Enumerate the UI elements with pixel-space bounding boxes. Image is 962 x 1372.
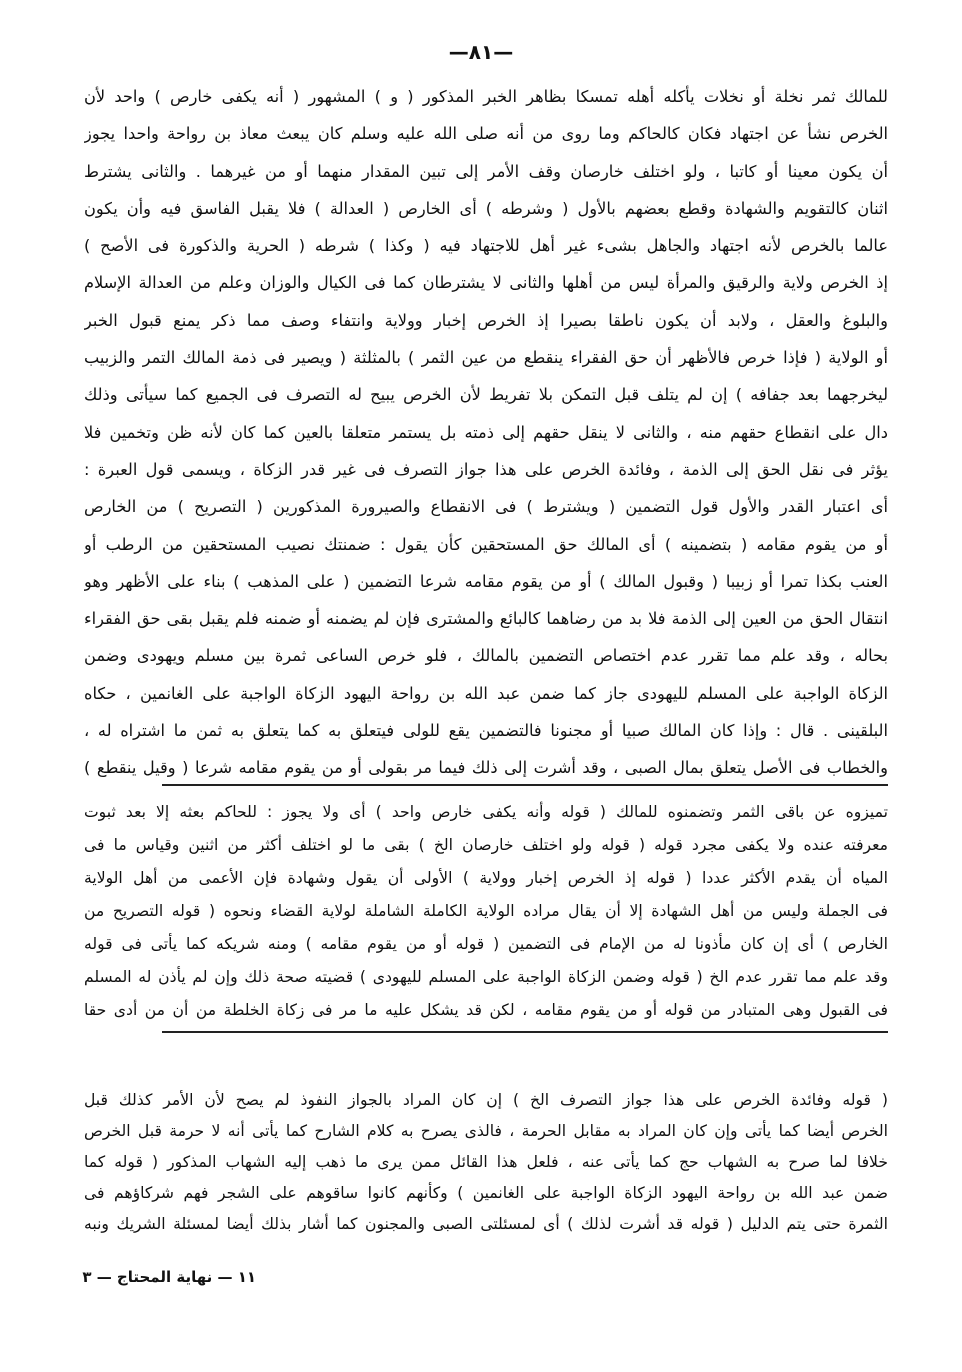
text-line: أو الولاية ( فإذا خرص فالأظهر أن حق الفقراء ينقطع من عين الثمر ) بالمثلثة ( ويصير فى ذمة المالك التمر والزبيب (84, 348, 888, 368)
text-line: دال على انقطاع حقهم منه ، والثانى لا ينقل حقهم إلى ذمته بل يستمر متعلقا بالعين كما كان لأنه ظن وتخمين فلا (84, 422, 888, 442)
divider-rule (162, 784, 888, 786)
text-line: عالما بالخرص لأنه اجتهاد والجاهل بشىء غير أهل للاجتهاد فيه ( وكذا ) شرطه ( الحرية والذكورة فى الأصح ) (84, 236, 888, 256)
text-line: البلقينى . قال : وإذا كان المالك صبيا أو مجنونا فالتضمين يقع للولى فيتعلق به كما يتعلق به ثمن ما اشتراه له ، (84, 721, 888, 741)
text-line: العنب بكذا تمرا أو زبيبا ( وقبول المالك ) أو من يقوم مقامه شرعا التضمين ( على المذهب ) بناء على الأظهر وهو (84, 571, 888, 591)
page-number: —٨١— (448, 40, 514, 64)
text-line: الخرص أيضا كما يأتى وإن كان المراد به مقابل الحرمة ، فالذى يصرح به كلام الشارح كما يأتى أنه لا حرمة قبل الخرص (84, 1122, 888, 1140)
text-line: خلافا لما صرح به الشهاب حج كما يأتى عنه ، فلعل هذا القائل ممن يرى ما ذهب إليه الشهاب المذكور ( قوله كما (84, 1153, 888, 1171)
text-line: أن يكون معينا أو كاتبا ، ولو اختلف خارصان وقف الأمر إلى تبين المقدار منهما أو من غيرهما . والثانى يشترط (84, 161, 888, 181)
text-line: الخرص نشأ عن اجتهاد فكان كالحاكم وما روى من أنه صلى الله عليه وسلم كان يبعث معاذ بن رواحة واحدا يجوز (84, 124, 888, 144)
text-line: إذ الخرص ولاية والرقيق والمرأة ليس من أهلها والثانى لا يشترطان كما فى الكيال والوزان وعلم من العدالة الإسلام (84, 273, 888, 293)
text-line: معرفته عنده ولا يكفى مجرد قوله ( قوله ولو اختلف خارصان الخ ) بقى ما لو اختلف أكثر من اثنين وقياس ما فى (84, 836, 888, 854)
text-line: والبلوغ والعقل ، ولابد أن يكون ناطقا بصيرا إذ الخرص إخبار وولاية وانتفاء وصف مما ذكر يمنع قبول الخبر (84, 310, 888, 330)
main-text (84, 82, 888, 791)
text-line: تميزوه عن باقى الثمر وتضمنوه للمالك ( قوله وأنه يكفى خارص واحد ) أى ولا يجوز : للحاكم بعثه إلا بعد ثبوت (84, 803, 888, 821)
text-line: الزكاة الواجبة على المسلم لليهودى جاز كما ضمن عبد الله بن رواحة اليهود الزكاة الواجبة على الغانمين ، حكاه (84, 683, 888, 703)
text-line: انتقال الحق من العين إلى الذمة فلا بد من رضاهما كالبائع والمشترى فإن لم يضمنه أو ضمنه فلم يقبل بقى حق الفقراء (84, 609, 888, 629)
text-line: والخطاب فى الأصل يتعلق بمال الصبى ، وقد أشرت إلى ذلك فيما مر بقولى أو من يقوم مقامه شرعا ( وقيل ينقطع ) (84, 758, 888, 778)
text-line: الثمرة حتى يتم الدليل ( قوله قد أشرت لذلك ) أى لمسئلتى الصبى والمجنون كما أشار بذلك أيضا لمسئلة الشريك ونبه (84, 1215, 888, 1233)
text-line: أى اعتبار القدر والأول قول التضمين ( ويشترط ) فى الانقطاع والصيرورة المذكورين ( التصريح ) من الخارص (84, 497, 888, 517)
text-line: المياه أن يقدم الأكثر عددا ( قوله إذ الخرص إخبار وولاية ) الأولى أن يقول وشهادة فإن الأعمى من أهل الولاية (84, 869, 888, 887)
page-footer: ١١ — نهاية المحتاج — ٣ (82, 1268, 256, 1286)
text-line: فى الجملة وليس من أهل الشهادة إلا أن يقال مراده الولاية الكاملة الشاملة لولاية القضاء ونحوه ( قوله التصريح من (84, 902, 888, 920)
footnotes-first (84, 798, 888, 1029)
text-line: اثنان كالتقويم والشهادة وقطع بعضهم بالأول ( وشرطه ) أى الخارص ( العدالة ) فلا يقبل الفاسق فيه وأن يكون (84, 198, 888, 218)
text-line: فى القبول وهى المتبادر من قوله أو من يقوم مقامه ، لكن قد يشكل عليه ما مر فى زكاة الخلطة من أن من أدى حقا (84, 1001, 888, 1019)
text-line: أو من يقوم مقامه ( بتضمينه ) أى المالك حق المستحقين كأن يقول : ضمنتك نصيب المستحقين من الرطب أو (84, 534, 888, 554)
text-line: وقد علم مما تقرر عدم الخ ( قوله وضمن الزكاة الواجبة على المسلم لليهودى ) قضيته صحة ذلك وإن لم يأذن له المسلم (84, 968, 888, 986)
text-line: ضمن عبد الله بن رواحة اليهود الزكاة الواجبة على الغانمين ) وكأنهم كانوا ساقوهم على الشجر فهم شركاؤهم فى (84, 1184, 888, 1202)
text-line: ليخرجهما بعد جفافه ) إن لم يتلف قبل التمكن بلا تفريط لأن الخرص يبيح له التصرف فى الجميع كما سيأتى وذلك (84, 385, 888, 405)
text-line: الخارص ) أى إن كان مأذونا له من الإمام فى التضمين ( قوله أو من يقوم مقامه ) ومنه شريكه كما يأتى فى قوله (84, 935, 888, 953)
footnotes-second (84, 1086, 888, 1241)
text-line: ( قوله وفائدة الخرص على هذا جواز التصرف الخ ) إن كان المراد بالجواز النفوذ لم يصح لأن الأمر كذلك قبل (84, 1091, 888, 1109)
divider-rule (162, 1031, 888, 1033)
text-line: يؤثر فى نقل الحق إلى الذمة ، وفائدة الخرص على هذا جواز التصرف فى غير قدر الزكاة ، ويسمى قول العبرة : (84, 459, 888, 479)
text-line: بحاله ، وقد علم مما تقرر عدم اختصاص التضمين بالمالك ، فلو خرص الساعى ثمرة بين مسلم ويهودى وضمن (84, 646, 888, 666)
text-line: للمالك ثمر نخلة أو نخلات يأكله أهله تمسكا بظاهر الخبر المذكور ( و ) المشهور ( أنه يكفى خارص ) واحد لأن (84, 87, 888, 106)
